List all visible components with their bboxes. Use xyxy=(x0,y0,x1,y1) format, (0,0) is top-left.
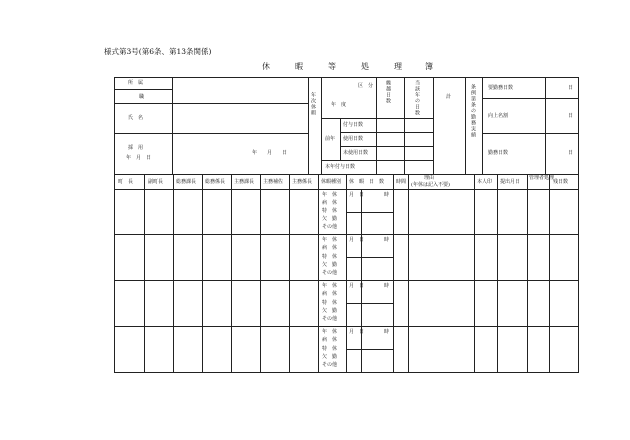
title-char: 等 xyxy=(328,62,336,71)
col-shumu-kacho: 主務課長 xyxy=(234,179,255,185)
title-char: 理 xyxy=(394,62,402,71)
rule xyxy=(114,234,579,235)
rule xyxy=(144,174,145,373)
hosoku-row: 向上名割 xyxy=(488,113,509,119)
rule xyxy=(482,133,578,134)
col-kyuka-nissu: 休 暇 日 数 xyxy=(349,179,385,185)
rule xyxy=(361,189,362,372)
rule xyxy=(527,174,528,373)
rule xyxy=(114,326,579,327)
title-char: 暇 xyxy=(295,62,303,71)
rule xyxy=(482,77,483,174)
rule xyxy=(578,77,579,373)
col-zan: 残日数 xyxy=(553,179,569,185)
kind-line: その他 xyxy=(322,270,338,276)
unit-nichi: 日 xyxy=(568,150,574,156)
rule xyxy=(346,303,393,304)
label-nenji: 年次休暇 xyxy=(310,92,316,116)
rule xyxy=(308,77,309,174)
kind-line: 年 休 xyxy=(322,283,338,289)
title-char: 処 xyxy=(361,62,369,71)
kind-line: 年 休 xyxy=(322,329,338,335)
rule xyxy=(289,174,290,373)
rule xyxy=(114,77,115,373)
rule xyxy=(497,174,498,373)
nenji-row: 使用日数 xyxy=(343,136,364,142)
kind-line: 年 休 xyxy=(322,192,338,198)
nenji-row-honnen: 本年付与日数 xyxy=(325,164,356,170)
rule xyxy=(346,257,393,258)
label-shozoku: 所 属 xyxy=(128,80,144,86)
rule xyxy=(114,280,579,281)
rule xyxy=(321,118,433,119)
label-jourei: 条例第条の勤務実績 xyxy=(470,84,476,138)
rule xyxy=(231,174,232,373)
kind-line: その他 xyxy=(322,316,338,322)
col-somu-kacho: 総務課長 xyxy=(176,179,197,185)
sub-hour: 時 xyxy=(384,283,390,289)
sub-hour: 時 xyxy=(384,192,390,198)
hosoku-row: 要勤務日数 xyxy=(488,85,514,91)
label-shoku: 職 xyxy=(139,94,145,100)
sub-month-day: 月 日 xyxy=(349,283,365,289)
rule xyxy=(474,174,475,373)
rule xyxy=(340,146,433,147)
rule xyxy=(114,103,308,104)
sub-hour: 時 xyxy=(384,329,390,335)
rule xyxy=(376,77,377,174)
col-jikan: 時間 xyxy=(396,179,407,185)
rule xyxy=(114,133,308,134)
col-honninin: 本人印 xyxy=(477,179,493,185)
nenji-row: 付与日数 xyxy=(343,122,364,128)
kind-line: 病 休 xyxy=(322,337,338,343)
label-ymd: 年 月 日 xyxy=(252,150,288,156)
label-shimei: 氏 名 xyxy=(128,115,144,121)
col-shumu-hosa: 主務補佐 xyxy=(263,179,284,185)
rule xyxy=(549,174,550,373)
rule xyxy=(114,89,172,90)
label-nendo: 年 度 xyxy=(331,102,347,108)
rule xyxy=(202,174,203,373)
kind-line: 特 休 xyxy=(322,300,338,306)
kind-line: 欠 勤 xyxy=(322,262,338,268)
nenji-row: 未使用日数 xyxy=(343,150,369,156)
label-kei: 計 xyxy=(446,94,452,100)
sub-hour: 時 xyxy=(384,237,390,243)
kind-line: 特 休 xyxy=(322,254,338,260)
unit-nichi: 日 xyxy=(568,85,574,91)
kind-line: その他 xyxy=(322,224,338,230)
col-shumu-kakaricho: 主務係長 xyxy=(292,179,313,185)
form-caption: 様式第3号(第6条、第13条関係) xyxy=(104,47,212,56)
label-saiyo-date: 年 月 日 xyxy=(126,155,152,161)
rule xyxy=(482,98,578,99)
kind-line: 特 休 xyxy=(322,208,338,214)
kind-line: 病 休 xyxy=(322,245,338,251)
rule xyxy=(393,174,394,373)
sub-month-day: 月 日 xyxy=(349,192,365,198)
col-kanrisha: 管理者処理 xyxy=(529,175,555,181)
rule xyxy=(340,118,341,160)
col-somu-kakaricho: 総務係長 xyxy=(205,179,226,185)
col-riyu-sub: (年休は記入不要) xyxy=(411,182,450,188)
rule xyxy=(173,174,174,373)
sub-month-day: 月 日 xyxy=(349,329,365,335)
label-touzen: 当該年の日数 xyxy=(414,80,420,116)
col-fukuchocho: 副町長 xyxy=(148,179,164,185)
sub-month-day: 月 日 xyxy=(349,237,365,243)
title-char: 休 xyxy=(262,62,270,71)
rule xyxy=(260,174,261,373)
kind-line: 病 休 xyxy=(322,291,338,297)
rule xyxy=(433,77,434,174)
rule xyxy=(346,174,347,373)
rule xyxy=(346,349,393,350)
rule xyxy=(172,77,173,174)
unit-nichi: 日 xyxy=(568,113,574,119)
rule xyxy=(340,132,433,133)
label-zennen: 前年 xyxy=(325,136,336,142)
kind-line: 特 休 xyxy=(322,346,338,352)
title-char: 簿 xyxy=(425,62,433,71)
col-teishutsu: 提出月日 xyxy=(500,179,521,185)
rule xyxy=(404,77,405,174)
kind-line: 欠 勤 xyxy=(322,308,338,314)
rule xyxy=(408,174,409,373)
rule xyxy=(321,160,433,161)
kind-line: 年 休 xyxy=(322,237,338,243)
kind-line: その他 xyxy=(322,362,338,368)
rule xyxy=(465,77,466,174)
label-kurikoshi: 繰越日数 xyxy=(385,80,391,104)
rule xyxy=(346,212,393,213)
col-riyu: 理由 xyxy=(424,175,435,181)
kind-line: 病 休 xyxy=(322,200,338,206)
hosoku-row: 勤務日数 xyxy=(488,150,509,156)
rule xyxy=(114,77,579,78)
kind-line: 欠 勤 xyxy=(322,354,338,360)
label-kubun: 区 分 xyxy=(358,83,374,89)
col-chocho: 町 長 xyxy=(118,179,134,185)
rule xyxy=(318,174,319,373)
label-saiyo: 採 用 xyxy=(128,145,144,151)
rule xyxy=(545,77,546,174)
kind-line: 欠 勤 xyxy=(322,216,338,222)
col-kyuka-shubetsu: 休暇種別 xyxy=(321,179,342,185)
